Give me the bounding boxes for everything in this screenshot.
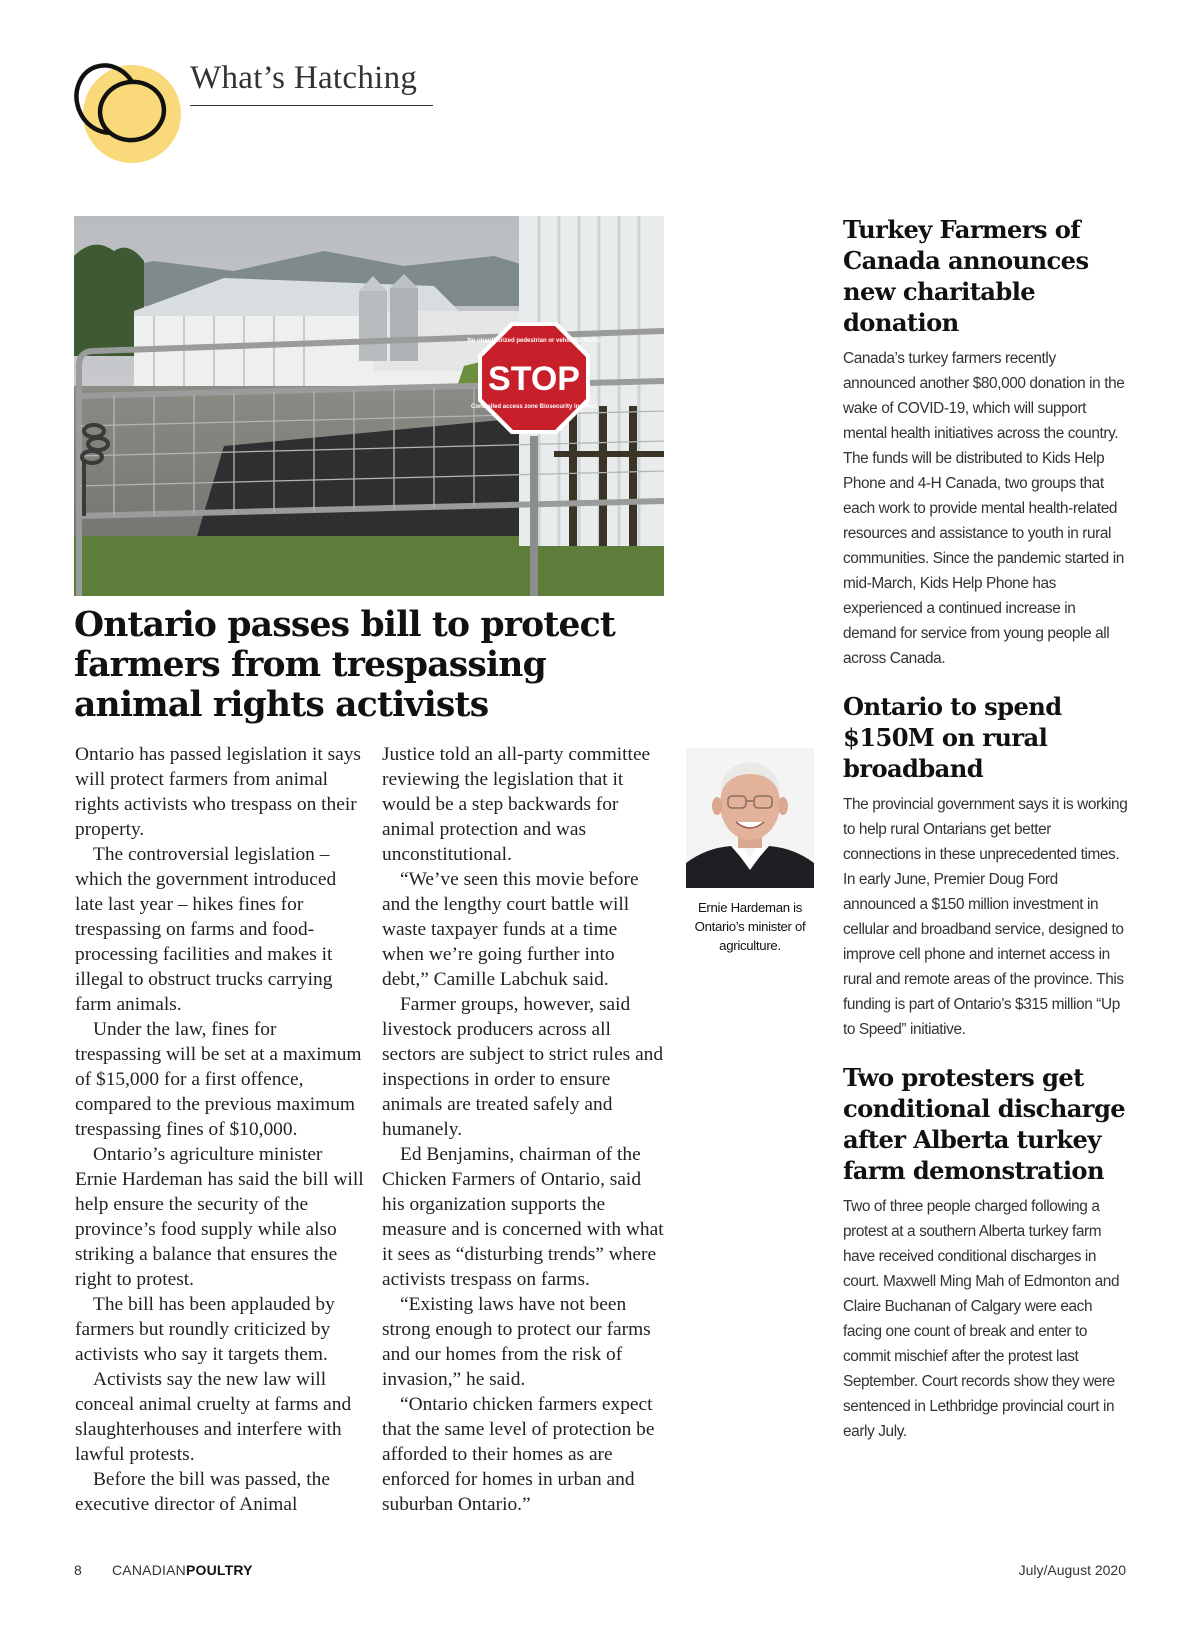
two-eggs-icon <box>72 56 182 166</box>
paragraph: “Ontario chicken farmers expect that the same level of protection be afforded to their homes as are enforced for homes in urban and suburban Ontario.” <box>382 1394 655 1515</box>
issue-date: July/August 2020 <box>1018 1562 1126 1578</box>
article-column-2 <box>382 742 664 1517</box>
section-rule <box>190 105 433 106</box>
paragraph: Before the bill was passed, the executive director of Animal <box>75 1469 330 1515</box>
paragraph: “We’ve seen this movie before and the lengthy court battle will waste taxpayer funds at a time when we’re going further into debt,” Camille Labchuk said. <box>382 869 639 990</box>
publication-name-bold: POULTRY <box>185 1562 253 1578</box>
ernie-hardeman-portrait <box>686 748 814 888</box>
brief-headline: Two protesters get conditional discharge after Alberta turkey farm demonstration <box>843 1063 1126 1185</box>
brief-body: Canada’s turkey farmers recently announced another $80,000 donation in the wake of COVID-19, which will support mental health initiatives across the country. The funds will be distributed to Kids Help Phone and 4-H Canada, two groups that each work to provide mental health-related resources and assistance to youth in rural communities. Since the pandemic started in mid-March, Kids Help Phone has experienced a continued increase in demand for service from young people all across Canada. <box>843 350 1125 667</box>
brief-headline: Turkey Farmers of Canada announces new charitable donation <box>843 215 1089 337</box>
news-brief <box>843 1062 1128 1444</box>
paragraph: The controversial legislation – which the government introduced late last year – hikes fines for trespassing on farms and food-processing facilities and makes it illegal to obstruct trucks carrying farm animals. <box>75 844 337 1015</box>
news-brief <box>843 214 1128 671</box>
paragraph: “Existing laws have not been strong enough to protect our farms and our homes from the risk of invasion,” he said. <box>382 1294 651 1390</box>
news-brief <box>843 691 1128 1042</box>
paragraph: Justice told an all-party committee reviewing the legislation that it would be a step backwards for animal protection and was unconstitutional. <box>382 744 651 865</box>
news-sidebar <box>843 214 1128 1464</box>
paragraph: Ontario has passed legislation it says will protect farmers from animal rights activists who trespass on their property. <box>75 744 361 840</box>
main-headline: Ontario passes bill to protect farmers from trespassing animal rights activists <box>74 605 615 725</box>
brief-body: Two of three people charged following a protest at a southern Alberta turkey farm have received conditional discharges in court. Maxwell Ming Mah of Edmonton and Claire Buchanan of Calgary were each facing one count of break and enter to commit mischief after the protest last September. Court records show they were sentenced in Lethbridge provincial court in early July. <box>843 1198 1120 1440</box>
publication-name-light: CANADIAN <box>112 1562 186 1578</box>
farm-gate-stop-sign-photo <box>74 216 664 596</box>
paragraph: Farmer groups, however, said livestock producers across all sectors are subject to strict rules and inspections in order to ensure animals are treated safely and humanely. <box>382 994 664 1140</box>
paragraph: The bill has been applauded by farmers but roundly criticized by activists who say it targets them. <box>75 1294 335 1365</box>
stop-sign-word: STOP <box>488 360 580 398</box>
page-number: 8 <box>74 1562 82 1578</box>
paragraph: Under the law, fines for trespassing will be set at a maximum of $15,000 for a first offence, compared to the previous maximum trespassing fines of $10,000. <box>75 1019 362 1140</box>
section-title: What’s Hatching <box>190 60 418 96</box>
paragraph: Ontario’s agriculture minister Ernie Hardeman has said the bill will help ensure the security of the province’s food supply while also striking a balance that ensures the right to protest. <box>75 1144 364 1290</box>
portrait-caption: Ernie Hardeman is Ontario’s minister of agriculture. <box>694 900 806 953</box>
publication-name <box>112 1562 253 1578</box>
paragraph: Activists say the new law will conceal animal cruelty at farms and slaughterhouses and interfere with lawful protests. <box>75 1369 352 1465</box>
paragraph: Ed Benjamins, chairman of the Chicken Farmers of Ontario, said his organization supports the measure and is concerned with what it sees as “disturbing trends” where activists trespass on farms. <box>382 1144 664 1290</box>
article-column-1 <box>75 742 365 1517</box>
brief-headline: Ontario to spend $150M on rural broadband <box>843 692 1062 783</box>
stop-sign-bottom-text: Controlled access zone Biosecurity in effect <box>470 404 598 410</box>
stop-sign-top-text: No unauthorized pedestrian or vehicular traffic <box>467 338 601 344</box>
brief-body: The provincial government says it is working to help rural Ontarians get better connections in these unprecedented times. In early June, Premier Doug Ford announced a $150 million investment in cellular and broadband service, designed to improve cell phone and internet access in rural and remote areas of the province. This funding is part of Ontario’s $315 million “Up to Speed” initiative. <box>843 796 1128 1038</box>
